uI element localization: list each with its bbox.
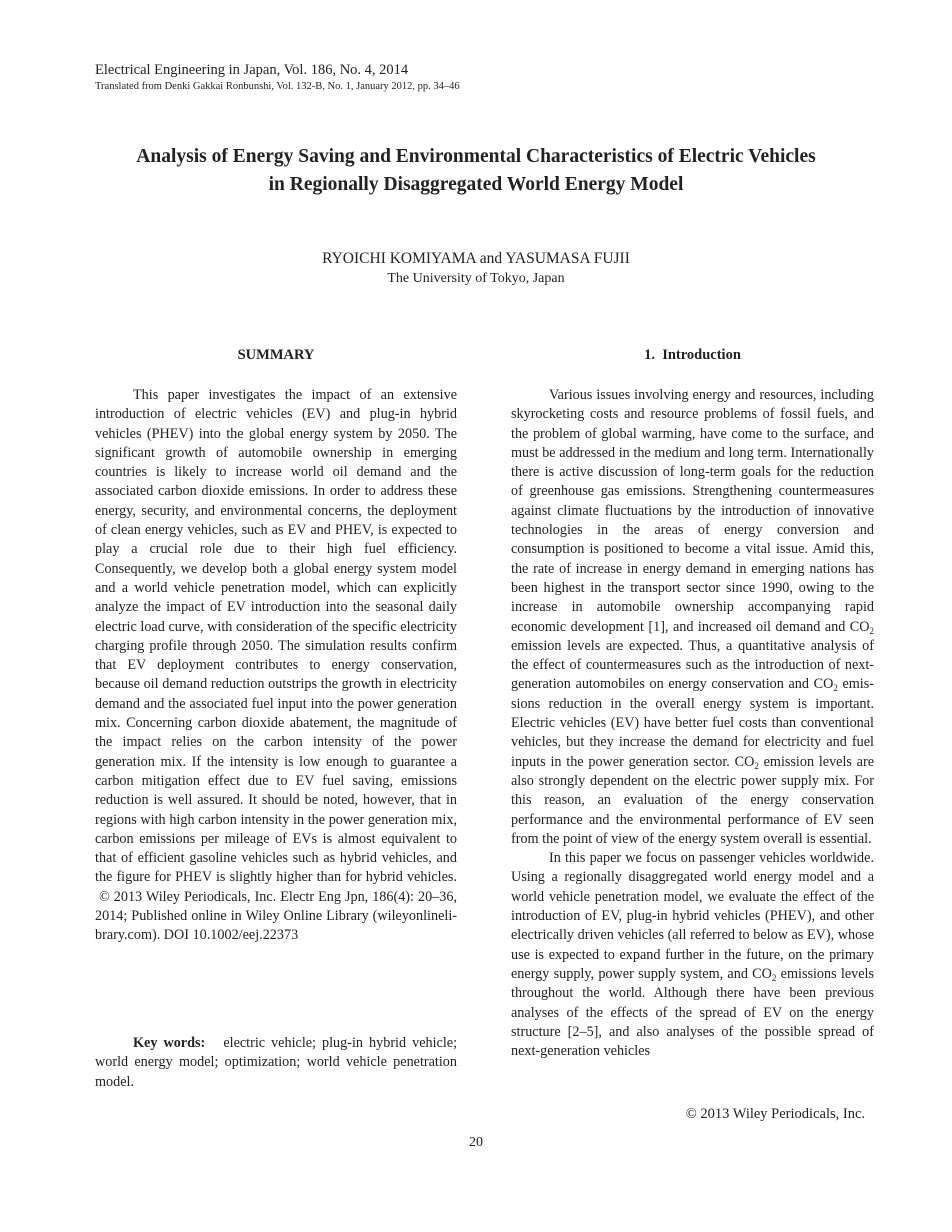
title-line-1: Analysis of Energy Saving and Environmental Characteristics of Electric Vehicles — [136, 146, 816, 167]
intro-p1-part-d: emission levels are also strongly dependent on the electric power supply mix. For this reason, an evaluation of the energy conservation performance and the environmental performance of EV seen from the point of view of the energy system overall is essential. — [511, 753, 875, 847]
co2-subscript: 2 — [771, 972, 777, 983]
introduction-paragraph-1 — [511, 386, 874, 849]
introduction-heading: 1. Introduction — [644, 347, 741, 363]
intro-p1-part-c: emissions reduction in the overall energy system is important. Electric vehicles (EV) have better fuel costs than conventional vehicles, but they increase the demand for electricity and fuel inputs in the power generation sector. CO — [511, 676, 874, 770]
title-line-2: in Regionally Disaggregated World Energy Model — [268, 174, 684, 195]
summary-text: This paper investigates the impact of an extensive introduction of electric vehicles (EV) and plug-in hybrid vehicles (PHEV) into the global energy system by 2050. The significant growth of automobile ownership in emerging countries is likely to increase world oil demand and the associated carbon dioxide emissions. In order to address these energy, security, and environmental concerns, the deployment of clean energy vehicles, such as EV and PHEV, is expected to play a crucial role due to their high fuel efficiency. Consequently, we develop both a global energy system model and a world vehicle penetration model, which can explicitly analyze the impact of EV introduction into the seasonal daily electric load curve, with consideration of the specific electricity charging profile through 2050. The simulation results confirm that EV deployment contributes to energy conservation, because oil demand reduction outstrips the growth in electricity demand and the associated fuel input into the power generation mix. Concerning carbon dioxide abatement, the magnitude of the impact relies on the carbon intensity of the power generation mix. If the intensity is low enough to guarantee a carbon mitigation effect due to EV fuel saving, emissions reduction is well assured. It should be noted, however, that in regions with high carbon intensity in the power generation mix, carbon emissions per mileage of EVs is almost equivalent to that of efficient gasoline vehicles such as hybrid vehicles, and the figure for PHEV is slightly higher than for hybrid vehicles. © 2013 Wiley Periodicals, Inc. Electr Eng Jpn, 186(4): 20–36, 2014; Published online in Wiley Online Library (wileyonlinelibrary.com). DOI 10.1002/eej.22373 — [95, 387, 457, 944]
left-column — [95, 345, 457, 946]
copyright-notice: © 2013 Wiley Periodicals, Inc. — [685, 1106, 865, 1122]
paper-title — [60, 143, 892, 199]
right-column — [511, 345, 874, 1061]
keywords-label: Key words: — [133, 1035, 206, 1051]
translation-note: Translated from Denki Gakkai Ronbunshi, Vol. 132-B, No. 1, January 2012, pp. 34–46 — [95, 81, 460, 92]
author-affiliation: The University of Tokyo, Japan — [387, 271, 565, 286]
introduction-paragraph-2 — [511, 849, 874, 1061]
intro-p1-part-b: emission levels are expected. Thus, a quantitative analysis of the effect of countermeasures such as the introduction of next-generation automobiles on energy conservation and CO — [511, 637, 874, 693]
keywords-text: electric vehicle; plug-in hybrid vehicle; world energy model; optimization; world vehicle penetration model. — [95, 1035, 458, 1090]
summary-heading: SUMMARY — [237, 347, 315, 363]
co2-subscript: 2 — [754, 760, 759, 771]
co2-subscript: 2 — [833, 683, 838, 694]
journal-citation: Electrical Engineering in Japan, Vol. 186, No. 4, 2014 — [95, 62, 409, 78]
intro-p1-part-a: Various issues involving energy and resources, including skyrocketing costs and resource problems of fossil fuels, and the problem of global warming, have come to the surface, and must be addressed in the medium and long term. Internationally there is active discussion of long-term goals for the reduction of greenhouse gas emissions. Strengthening countermeasures against climate fluctuations by the introduction of innovative technologies in the areas of energy conversion and consumption is positioned to become a vital issue. Amid this, the rate of increase in energy demand in emerging nations has been highest in the transport sector since 1990, owing to the increase in automobile ownership accompanying rapid economic development [1], and increased oil demand and CO — [511, 387, 874, 635]
intro-p2-part-b: emissions levels throughout the world. Although there have been previous analyses of the effects of the spread of EV on the energy structure [2–5], and also analyses of the possible spread of next-generation vehicles — [511, 965, 874, 1060]
keywords-paragraph — [95, 1034, 457, 1092]
co2-subscript: 2 — [869, 625, 874, 636]
page-number: 20 — [469, 1135, 483, 1150]
intro-p2-part-a: In this paper we focus on passenger vehicles worldwide. Using a regionally disaggregated world energy model and a world vehicle penetration model, we evaluate the effect of the introduction of EV, plug-in hybrid vehicles (PHEV), and other electrically driven vehicles (all referred to below as EV), whose use is expected to expand further in the future, on the primary energy supply, power supply system, and CO — [511, 850, 874, 982]
author-names: RYOICHI KOMIYAMA and YASUMASA FUJII — [322, 250, 630, 267]
